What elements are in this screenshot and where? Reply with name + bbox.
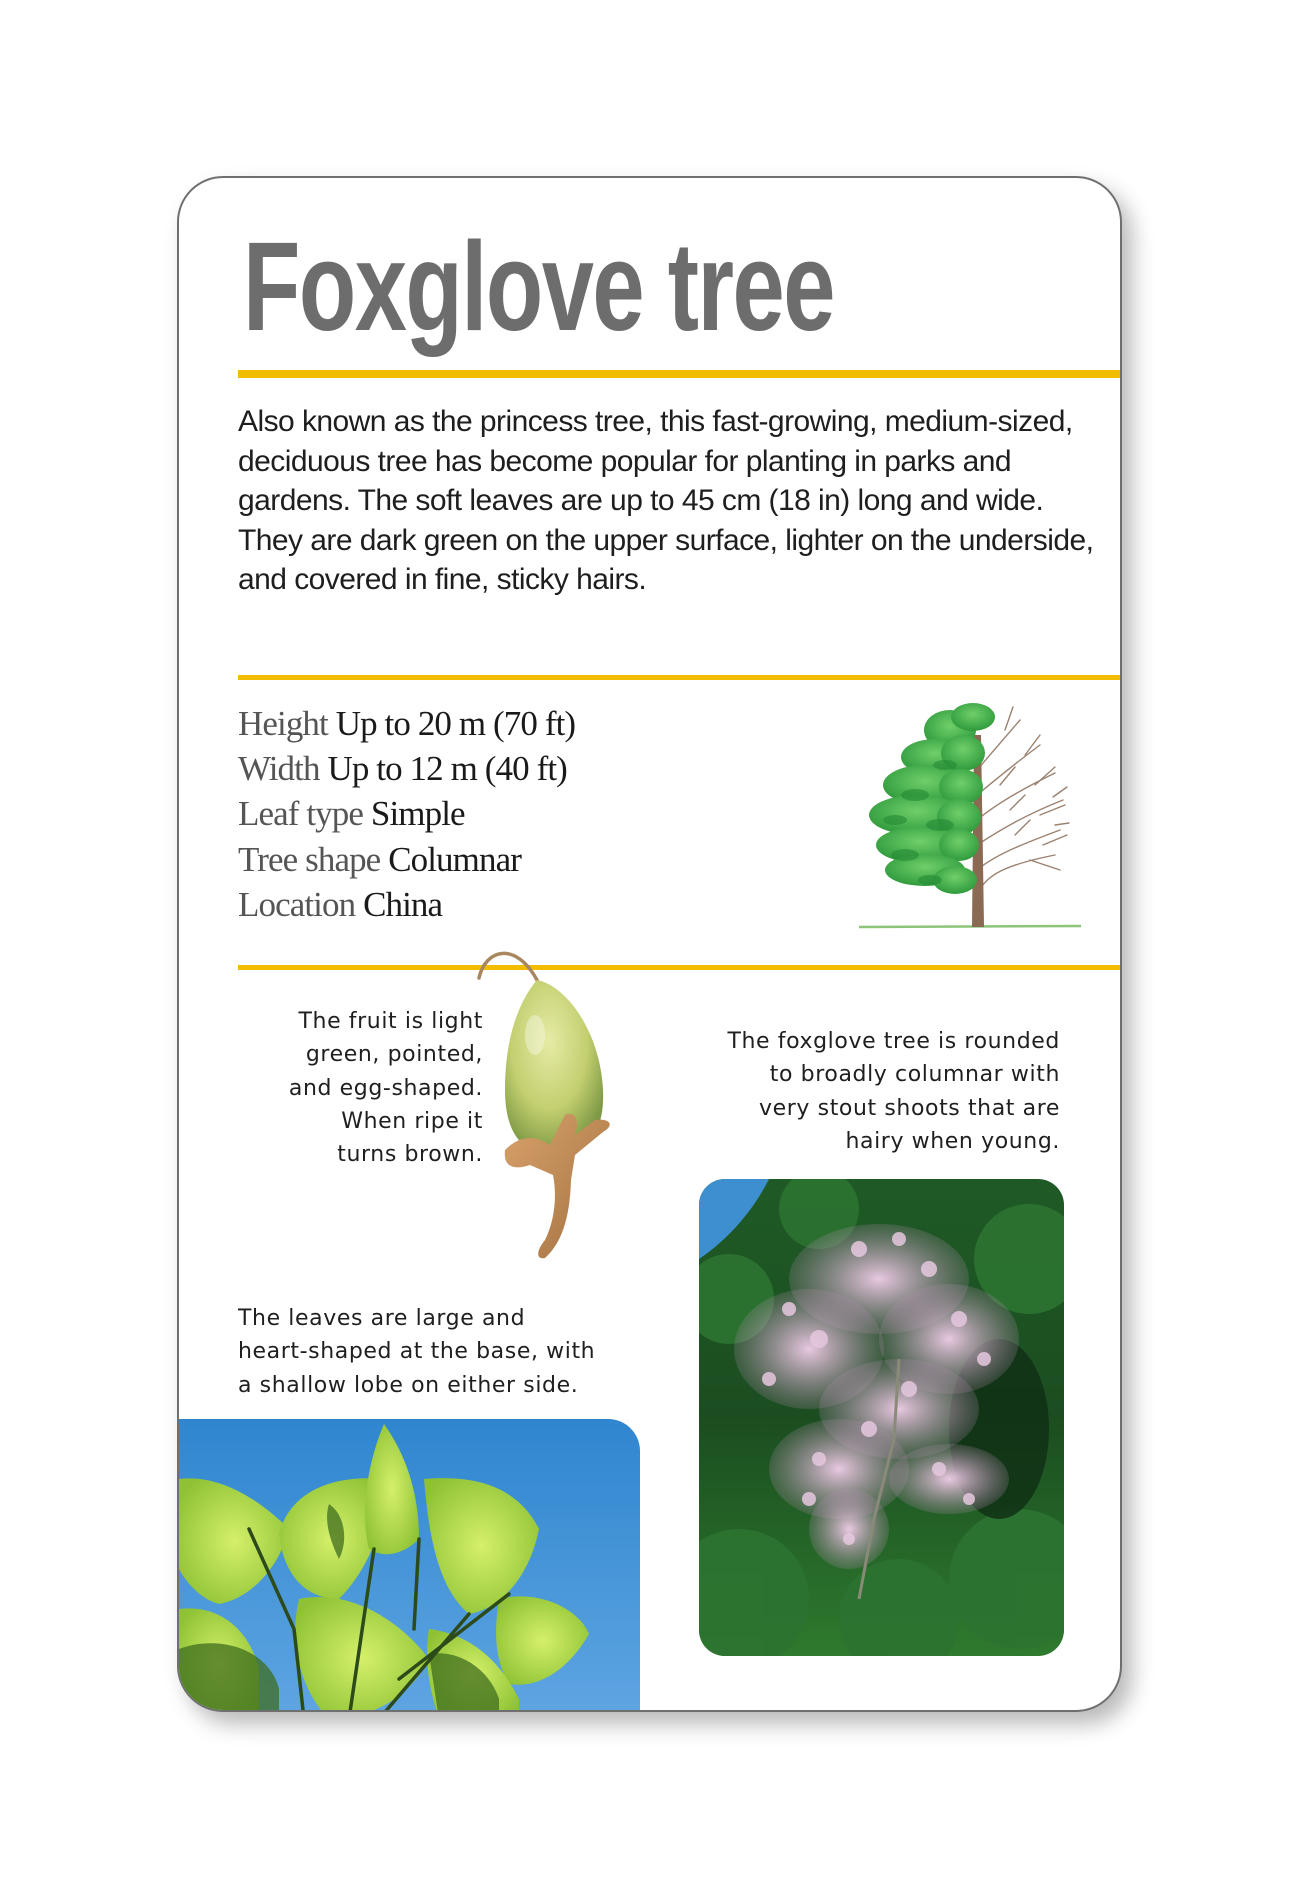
caption-line: turns brown. <box>337 1142 483 1168</box>
fruit-caption <box>289 1005 483 1171</box>
leaves-image <box>179 1419 640 1712</box>
caption-line: very stout shoots that are <box>759 1095 1060 1121</box>
caption-line: a shallow lobe on either side. <box>238 1372 579 1398</box>
spec-value: Up to 20 m (70 ft) <box>335 704 576 743</box>
spec-location <box>238 882 798 927</box>
spec-label: Location <box>238 884 356 924</box>
tree-form-caption <box>727 1025 1060 1158</box>
caption-line: When ripe it <box>341 1108 483 1134</box>
spec-tree-shape <box>238 837 798 882</box>
leaf-caption <box>238 1302 595 1402</box>
spec-label: Leaf type <box>238 794 364 834</box>
caption-line: hairy when young. <box>845 1128 1060 1154</box>
spec-width <box>238 746 798 791</box>
caption-line: The leaves are large and <box>238 1306 526 1331</box>
caption-line: to broadly columnar with <box>769 1062 1060 1088</box>
species-card <box>177 176 1122 1712</box>
spec-label: Width <box>238 749 320 789</box>
spec-value: Simple <box>370 794 465 834</box>
page-title: Foxglove tree <box>243 216 834 357</box>
flowering-tree-photo <box>699 1179 1064 1656</box>
spec-height <box>238 701 798 746</box>
tree-illustration <box>855 695 1085 939</box>
accent-divider <box>238 965 1120 970</box>
spec-label: Tree shape <box>238 839 381 879</box>
fruit-photo <box>475 940 659 1264</box>
tree-icon <box>855 695 1085 939</box>
flowering-tree-image <box>699 1179 1064 1656</box>
accent-divider <box>238 675 1120 680</box>
caption-line: The fruit is light <box>298 1009 483 1034</box>
fruit-icon <box>475 940 659 1264</box>
specs-list <box>238 701 798 927</box>
spec-value: Up to 12 m (40 ft) <box>327 749 567 789</box>
spec-value: China <box>363 884 443 924</box>
caption-line: and egg-shaped. <box>288 1075 483 1101</box>
spec-value: Columnar <box>388 839 521 879</box>
caption-line: heart-shaped at the base, with <box>238 1339 596 1365</box>
intro-paragraph: Also known as the princess tree, this fast-growing, medium-sized, deciduous tree has become popular for planting in parks and gardens. The soft leaves are up to 45 cm (18 in) long and wide. They are dark green on the upper surface, lighter on the underside, and covered in fine, sticky hairs. <box>238 405 1094 596</box>
spec-leaf-type <box>238 791 798 836</box>
spec-label: Height <box>238 704 328 743</box>
caption-line: green, pointed, <box>305 1042 483 1068</box>
caption-line: The foxglove tree is rounded <box>727 1029 1060 1054</box>
leaves-photo <box>179 1419 640 1712</box>
accent-divider <box>238 370 1120 378</box>
